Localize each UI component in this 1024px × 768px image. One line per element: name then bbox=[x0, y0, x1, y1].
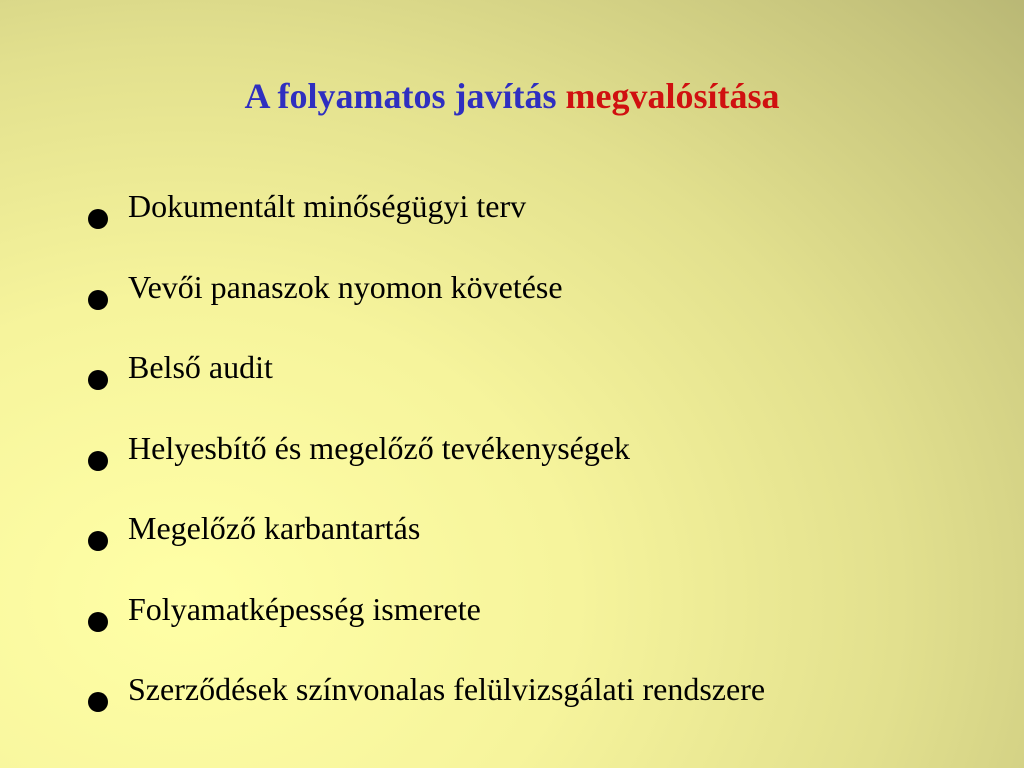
bullet-item bbox=[88, 180, 1008, 261]
bullet-item bbox=[88, 502, 1008, 583]
bullet-list bbox=[88, 180, 1008, 744]
bullet-dot-icon bbox=[88, 692, 108, 712]
bullet-item bbox=[88, 422, 1008, 503]
bullet-item bbox=[88, 341, 1008, 422]
title-part-red: megvalósítása bbox=[565, 76, 780, 116]
bullet-item bbox=[88, 663, 1008, 744]
bullet-dot-icon bbox=[88, 370, 108, 390]
bullet-text: Szerződések színvonalas felülvizsgálati rendszere bbox=[128, 671, 766, 707]
bullet-text: Megelőző karbantartás bbox=[128, 510, 421, 546]
bullet-text: Folyamatképesség ismerete bbox=[128, 590, 481, 627]
bullet-dot-icon bbox=[88, 290, 108, 310]
bullet-dot-icon bbox=[88, 531, 108, 551]
bullet-dot-icon bbox=[88, 451, 108, 471]
bullet-item bbox=[88, 583, 1008, 664]
bullet-text: Vevői panaszok nyomon követése bbox=[128, 268, 563, 305]
bullet-dot-icon bbox=[88, 612, 108, 632]
bullet-dot-icon bbox=[88, 209, 108, 229]
slide-title bbox=[0, 72, 1024, 120]
title-part-blue: A folyamatos javítás bbox=[244, 76, 557, 116]
bullet-text: Helyesbítő és megelőző tevékenységek bbox=[128, 429, 631, 466]
bullet-item bbox=[88, 261, 1008, 342]
bullet-text: Belső audit bbox=[128, 349, 273, 385]
bullet-text: Dokumentált minőségügyi terv bbox=[128, 188, 527, 224]
